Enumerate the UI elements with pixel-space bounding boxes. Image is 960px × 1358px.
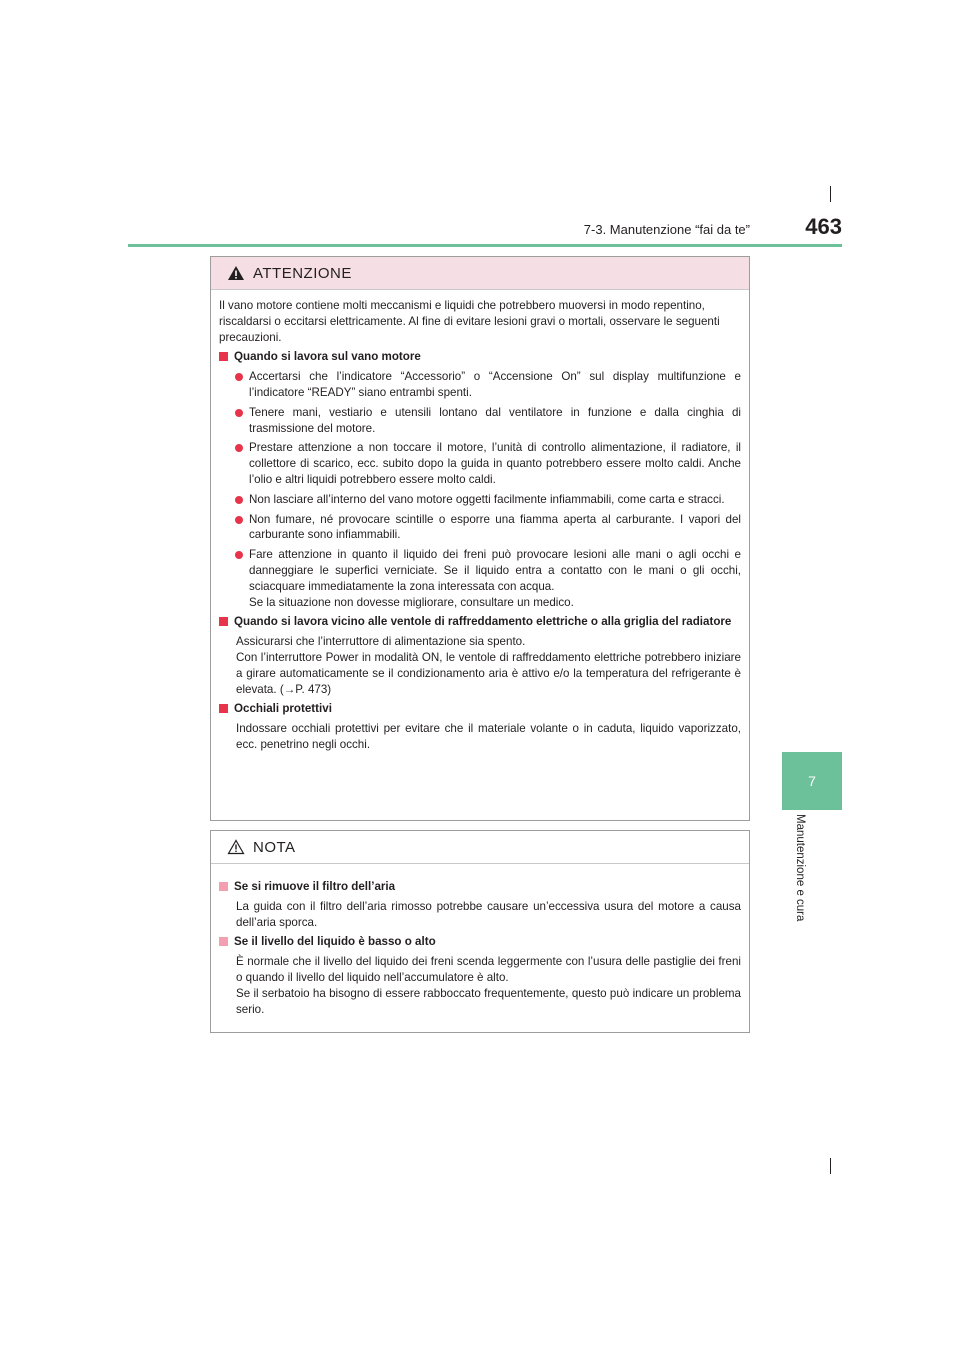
warning-body <box>211 290 749 753</box>
crop-mark-bottom <box>830 1158 831 1174</box>
page-number: 463 <box>805 214 842 239</box>
round-bullet-icon <box>235 444 243 452</box>
chapter-label: Manutenzione e cura <box>794 814 806 922</box>
warning-paragraph: Assicurarsi che l’interruttore di alimentazione sia spento. Con l’interruttore Power in modalità ON, le ventole di raffreddamento elettriche potrebbero iniziare a girare automaticamente se il condizionamento aria è attivo e/o la temperatura del refrigerante è elevata. (→P. 473) <box>236 635 741 696</box>
warning-section-heading: Occhiali protettivi <box>219 701 741 717</box>
warning-bullet: Non fumare, né provocare scintille o esporre una fiamma aperta al carburante. I vapori del carburante sono infiammabili. <box>235 512 741 544</box>
note-title: NOTA <box>253 838 296 856</box>
chapter-tab <box>782 752 842 810</box>
note-paragraph: È normale che il livello del liquido dei freni scenda leggermente con l’usura delle pastiglie dei freni o quando il livello del liquido nell’accumulatore è alto. Se il serbatoio ha bisogno di essere rabboccato frequentemente, questo può indicare un problema serio. <box>236 955 741 1016</box>
square-bullet-icon <box>219 937 228 946</box>
warning-bullet: Non lasciare all’interno del vano motore oggetti facilmente infiammabili, come carta e stracci. <box>235 492 741 508</box>
round-bullet-icon <box>235 516 243 524</box>
page-header <box>128 214 842 247</box>
note-paragraph: La guida con il filtro dell’aria rimosso potrebbe causare un’eccessiva usura del motore a causa dell’aria sporca. <box>236 899 741 929</box>
square-bullet-icon <box>219 617 228 626</box>
crop-mark-top <box>830 186 831 202</box>
warning-bullet: Accertarsi che l’indicatore “Accessorio” o “Accensione On” sul display multifunzione e l’indicatore “READY” siano entrambi spenti. <box>235 369 741 401</box>
note-header <box>211 831 749 864</box>
warning-section-heading: Quando si lavora vicino alle ventole di raffreddamento elettriche o alla griglia del radiatore <box>219 614 741 630</box>
warning-header <box>211 257 749 290</box>
round-bullet-icon <box>235 409 243 417</box>
warning-bullet: Prestare attenzione a non toccare il motore, l’unità di controllo alimentazione, il radiatore, il collettore di scarico, ecc. subito dopo la guida in quanto potrebbero essere molto caldi. Anche l’olio e altri liquidi potrebbero essere molto caldi. <box>235 440 741 487</box>
square-bullet-icon <box>219 882 228 891</box>
warning-box <box>210 256 750 821</box>
warning-intro: Il vano motore contiene molti meccanismi e liquidi che potrebbero muoversi in modo repentino, riscaldarsi o eccitarsi elettricamente. Al fine di evitare lesioni gravi o mortali, osservare le seguenti precauzioni. <box>219 299 720 344</box>
section-title: 7-3. Manutenzione “fai da te” <box>583 222 750 237</box>
round-bullet-icon <box>235 373 243 381</box>
warning-triangle-icon <box>227 265 245 281</box>
warning-section-heading: Quando si lavora sul vano motore <box>219 349 741 365</box>
round-bullet-icon <box>235 551 243 559</box>
round-bullet-icon <box>235 496 243 504</box>
square-bullet-icon <box>219 352 228 361</box>
note-section-heading: Se il livello del liquido è basso o alto <box>219 934 741 950</box>
note-body <box>211 864 749 1017</box>
warning-bullet: Tenere mani, vestiario e utensili lontano dal ventilatore in funzione e dalla cinghia di trasmissione del motore. <box>235 405 741 437</box>
note-box <box>210 830 750 1033</box>
note-section-heading: Se si rimuove il filtro dell’aria <box>219 879 741 895</box>
chapter-number: 7 <box>808 773 816 789</box>
warning-paragraph: Indossare occhiali protettivi per evitare che il materiale volante o in caduta, liquido vaporizzato, ecc. penetrino negli occhi. <box>236 722 741 751</box>
warning-title: ATTENZIONE <box>253 264 352 282</box>
caution-triangle-icon <box>227 839 245 855</box>
square-bullet-icon <box>219 704 228 713</box>
warning-bullet: Fare attenzione in quanto il liquido dei freni può provocare lesioni alle mani o agli occhi e danneggiare le superfici verniciate. Se il liquido entra a contatto con le mani o gli occhi, sciacquare immediatamente la zona interessata con acqua. Se la situazione non dovesse migliorare, consultare un medico. <box>235 547 741 610</box>
